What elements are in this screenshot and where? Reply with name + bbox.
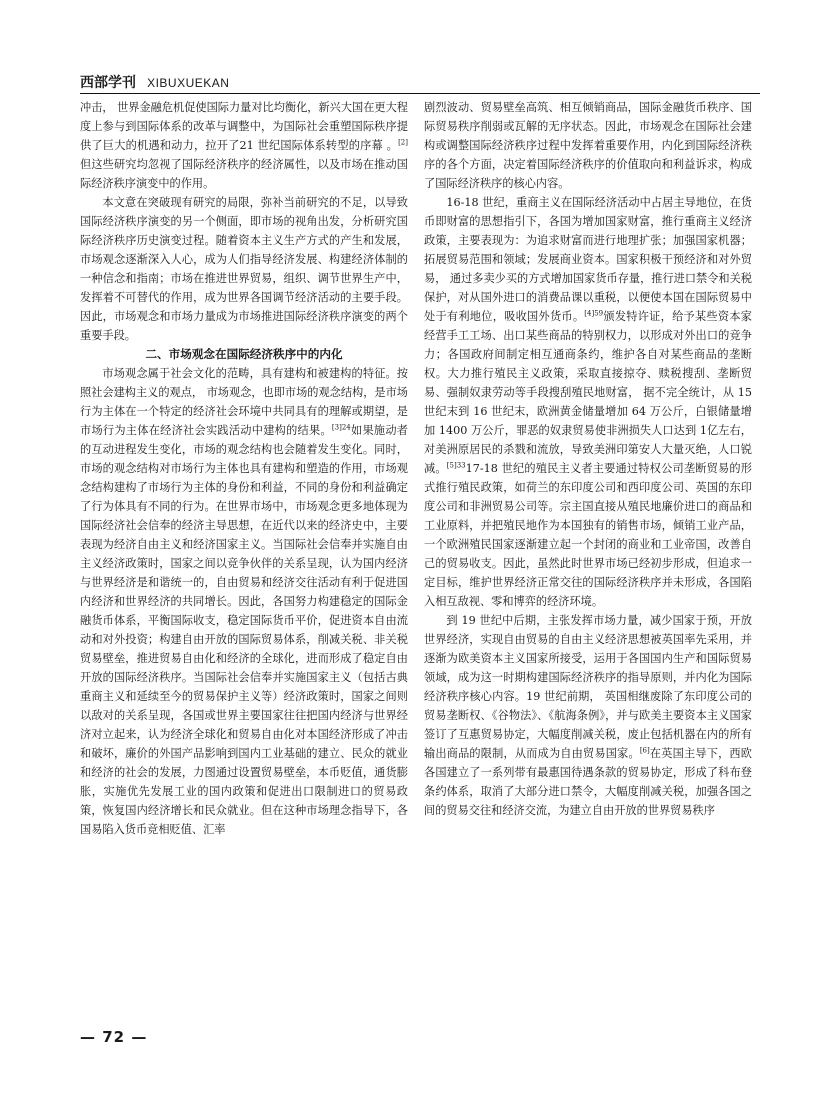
header-rule <box>80 93 760 94</box>
running-header <box>80 72 760 94</box>
text: 本文意在突破现有研究的局限，弥补当前研究的不足，以导致国际经济秩序演变的另一个侧面，即市场的视角出发，分析研究国际经济秩序历史演变过程。随着资本主义生产方式的产生和发展，市场观念逐渐深入人心，成为人们指导经济发展、构建经济体制的一种信念和指南；市场在推进世界贸易，组织、调节世界生产中，发挥着不可替代的作用，成为世界各国调节经济活动的主要手段。因此，市场观念和市场力量成为市场推进国际经济秩序演变的两个重要手段。 <box>80 196 408 342</box>
citation: [5]33 <box>446 461 466 470</box>
text: 17-18 世纪的殖民主义者主要通过特权公司垄断贸易的形式推行殖民政策，如荷兰的东印度公司和西印度公司、英国的东印度公司和非洲贸易公司等。宗主国直接从殖民地廉价进口的商品和工业原料，并把殖民地作为本国独有的销售市场，倾销工业产品，一个欧洲殖民国家逐渐建立起一个封闭的商业和工业帝国，改善自己的贸易收支。因此，虽然此时世界市场已经初步形成，但追求一定目标，维护世界经济正常交往的国际经济秩序并未形成，各国陷入相互敌视、零和博弈的经济环境。 <box>424 462 752 608</box>
citation: [6] <box>639 746 650 755</box>
right-column <box>424 98 752 1028</box>
paragraph <box>424 98 752 193</box>
citation: [4]59 <box>584 309 604 318</box>
text: 颁发特许证，给予某些资本家经营手工工场、出口某些商品的特别权力，以形成对外出口的竞争力；各国政府间制定相互通商条约，维护各自对某些商品的垄断权。大力推行殖民主义政策，采取直接掠夺、赎税搜刮、垄断贸易、强制奴隶劳动等手段搜刮殖民地财富， 据不完全统计，从 15 世纪末到 16 世纪末，欧洲黄金储量增加 64 万公斤，白银储量增加 1400 万公斤，罪恶的奴隶贸易使非洲损失人口达到 1亿左右，对美洲原居民的杀戮和流放，导致美洲印第安人大量灭绝，人口锐减。 <box>424 310 752 475</box>
paragraph <box>424 193 752 611</box>
text: 如果施动者的互动进程发生变化，市场的观念结构也会随着发生变化。同时，市场的观念结构对市场行为主体也具有建构和塑造的作用，市场观念结构建构了市场行为主体的身份和利益，不同的身份和利益确定了行为体具有不同的行为。在世界市场中，市场观念更多地体现为国际经济社会信奉的经济主导思想，在近代以来的经济史中，主要表现为经济自由主义和经济国家主义。当国际社会信奉并实施自由主义经济政策时，国家之间以竞争伙伴的关系呈现，认为国内经济与世界经济是和谐统一的，自由贸易和经济交往活动有利于促进国内经济和世界经济的共同增长。因此，各国努力构建稳定的国际金融货币体系，平衡国际收支，稳定国际货币平价，促进资本自由流动和对外投资；构建自由开放的国际贸易体系，削减关税、非关税贸易壁垒，推进贸易自由化和经济的全球化，进而形成了稳定自由开放的国际经济秩序。当国际社会信奉并实施国家主义（包括古典重商主义和延续至今的贸易保护主义等）经济政策时，国家之间则以敌对的关系呈现，各国或世界主要国家往往把国内经济与世界经济对立起来，认为经济全球化和贸易自由化对本国经济形成了冲击和破坏，廉价的外国产品影响到国内工业基础的建立、民众的就业和经济的社会的发展，力图通过设置贸易壁垒，本币贬值，通货膨胀，实施优先发展工业的国内政策和促进出口限制进口的贸易政策，恢复国内经济增长和民众就业。但在这种市场理念指导下，各国易陷入货币竞相贬值、汇率 <box>80 424 408 836</box>
journal-title-en: XIBUXUEKAN <box>147 76 230 90</box>
text: 16-18 世纪，重商主义在国际经济活动中占居主导地位，在货币即财富的思想指引下，各国为增加国家财富，推行重商主义经济政策，主要表现为：为追求财富而进行地理扩张；加强国家机器；拓展贸易范围和领域；发展商业资本。国家积极干预经济和对外贸易， 通过多卖少买的方式增加国家货币存量，推行进口禁令和关税保护，对从国外进口的消费品课以重税，以便使本国在国际贸易中处于有利地位，吸收国外货币。 <box>424 196 752 323</box>
journal-title: 西部学刊 <box>80 75 136 91</box>
page-number: — 72 — <box>80 1028 148 1046</box>
citation: [2] <box>398 138 408 147</box>
paragraph <box>80 364 408 839</box>
section-heading: 二、市场观念在国际经济秩序中的内化 <box>145 347 343 361</box>
text: 冲击， 世界金融危机促使国际力量对比均衡化，新兴大国在更大程度上参与到国际体系的改革与调整中，为国际社会重塑国际秩序提供了巨大的机遇和动力，拉开了21 世纪国际体系转型的序幕 。 <box>80 101 408 152</box>
text: 市场观念属于社会文化的范畴，具有建构和被建构的特征。按照社会建构主义的观点， 市场观念，也即市场的观念结构，是市场行为主体在一个特定的经济社会环境中共同具有的理解或期望，是市场行为主体在经济社会实践活动中建构的结果。 <box>80 367 408 437</box>
text: 到 19 世纪中后期，主张发挥市场力量，减少国家于预，开放世界经济，实现自由贸易的自由主义经济思想被英国率先采用，并逐渐为欧美资本主义国家所接受，运用于各国国内生产和国际贸易领域，成为这一时期构建国际经济秩序的指导原则，并内化为国际经济秩序核心内容。19 世纪前期， 英国相继废除了东印度公司的贸易垄断权、《谷物法》、《航海条例》，并与欧美主要资本主义国家签订了互惠贸易协定，大幅度削减关税，废止包括机器在内的所有输出商品的限制，从而成为自由贸易国家。 <box>424 614 752 760</box>
text: 剧烈波动、贸易壁垒高筑、相互倾销商品，国际金融货币秩序、国际贸易秩序削弱或瓦解的无序状态。因此，市场观念在国际社会建构或调整国际经济秩序过程中发挥着重要作用，内化到国际经济秩序的各个方面，决定着国际经济秩序的价值取向和利益诉求，构成了国际经济秩序的核心内容。 <box>424 101 752 190</box>
paragraph <box>80 98 408 193</box>
text: 但这些研究均忽视了国际经济秩序的经济属性，以及市场在推动国际经济秩序演变中的作用。 <box>80 158 408 190</box>
citation: [3]24 <box>331 423 351 432</box>
left-column <box>80 98 408 1028</box>
paragraph <box>80 193 408 345</box>
paragraph <box>424 611 752 820</box>
text: 在英国主导下，西欧各国建立了一系列带有最惠国待遇条款的贸易协定，形成了科布登条约体系，取消了大部分进口禁令，大幅度削减关税，加强各国之间的贸易交往和经济交流，为建立自由开放的世界贸易秩序 <box>424 747 752 817</box>
